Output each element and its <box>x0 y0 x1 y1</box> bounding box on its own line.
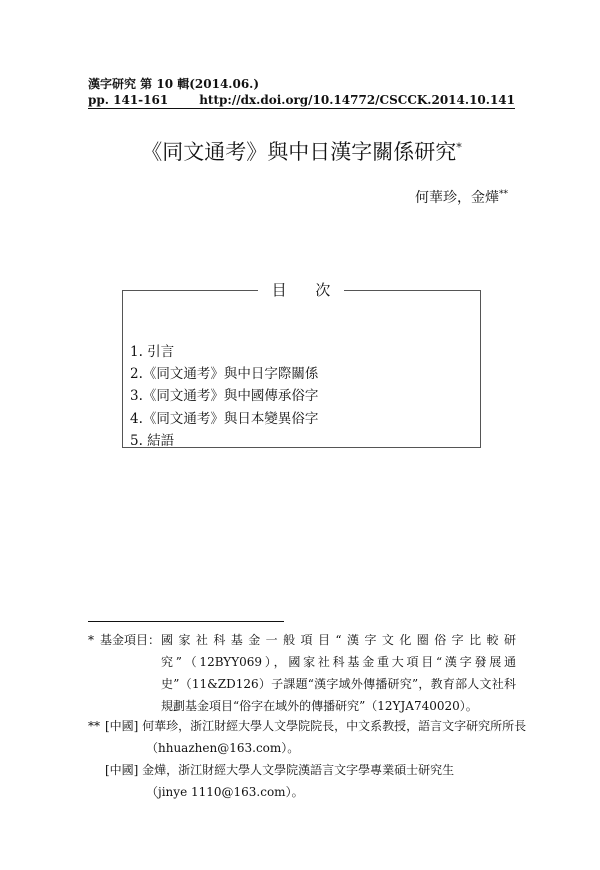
toc-item: 4.《同文通考》與日本變異俗字 <box>130 410 319 427</box>
footnote-2-line-1: [中國] 何華珍，浙江財經大學人文學院院長，中文系教授，語言文字研究所所長 <box>105 719 527 733</box>
toc-list <box>130 341 318 452</box>
doi-link[interactable]: http://dx.doi.org/10.14772/CSCCK.2014.10.141 <box>199 93 515 107</box>
header-rule <box>88 108 515 109</box>
toc-item: 1. 引言 <box>130 344 175 360</box>
footnote-2-mark: ** <box>88 719 100 733</box>
page-range: pp. 141-161 <box>88 93 169 107</box>
footnote-3-email: （jinye 1110@163.com）。 <box>146 785 304 799</box>
toc-item: 3.《同文通考》與中國傳承俗字 <box>130 388 319 405</box>
author-line <box>415 189 508 207</box>
footnote-rule <box>88 621 284 622</box>
footnote-1-text: 國家社科基金一般項目“漢字文化圈俗字比較研究”（12BYY069），國家社科基金重大項目“漢字發展通史”（11&ZD126）子課題“漢字域外傳播研究”，教育部人文社科規劃基金項目“俗字在域外的傳播研究”（12YJA740020）。 <box>161 633 516 713</box>
page-range-doi-line <box>88 93 515 107</box>
title-footnote-mark[interactable]: * <box>456 141 462 154</box>
paper-title-text: 《同文通考》與中日漢字關係研究 <box>141 140 457 164</box>
footnote-1-mark: * <box>88 633 94 647</box>
author-names: 何華珍，金燁 <box>415 190 499 206</box>
footnote-2-email: （hhuazhen@163.com）。 <box>146 741 300 755</box>
journal-header: 漢字研究 第 10 輯(2014.06.) <box>88 77 260 91</box>
toc-heading: 目 次 <box>258 281 344 299</box>
author-footnote-mark[interactable]: ** <box>499 189 508 200</box>
paper-title <box>88 139 515 165</box>
toc-item: 2.《同文通考》與中日字際關係 <box>130 366 319 383</box>
footnote-1-label: 基金項目： <box>100 633 161 647</box>
toc-item: 5. 結語 <box>130 432 175 449</box>
footnote-3-line-1: [中國] 金燁，浙江財經大學人文學院漢語言文字學專業碩士研究生 <box>105 763 455 777</box>
